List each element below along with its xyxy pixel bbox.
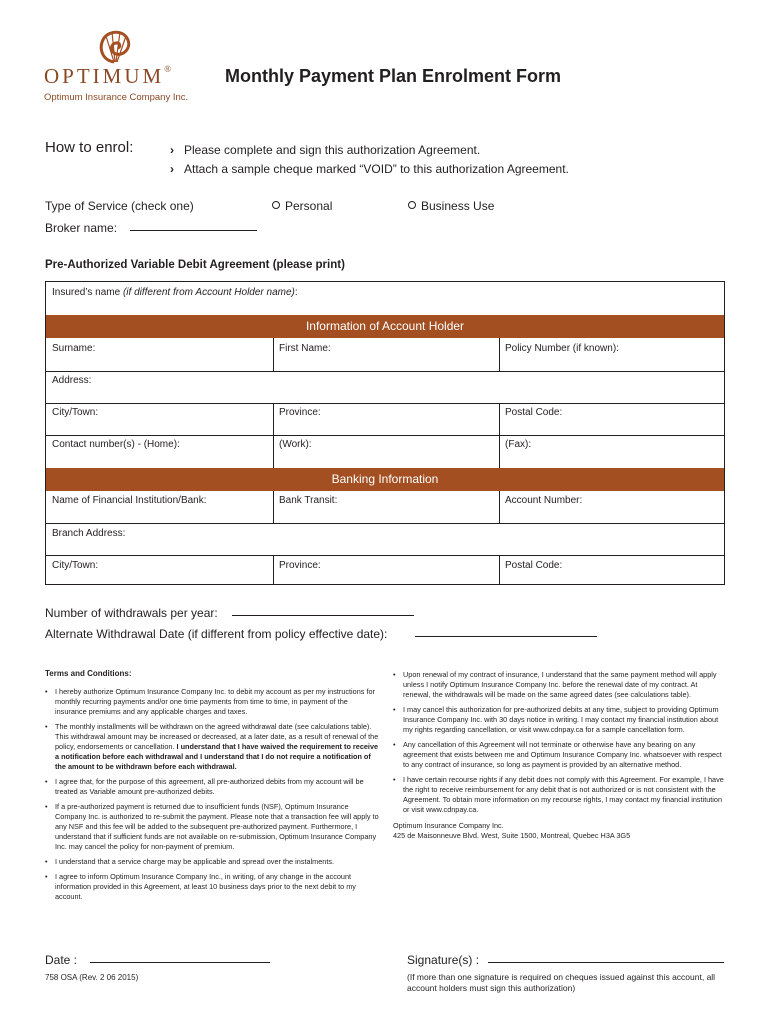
terms-item: • I hereby authorize Optimum Insurance Company Inc. to debit my account as per my instructions for monthly recurring payments and/or one time payments from time to time, in payment of the insurance premiums and any applicable charges and taxes. <box>45 687 380 717</box>
terms-item: • I have certain recourse rights if any debit does not comply with this Agreement. For example, I have the right to receive reimbursement for any debit that is not authorized or is not consistent with the Agreement. To obtain more information on my recourse rights, I may contact my financial institution or visit www.cdnpay.ca. <box>393 775 726 815</box>
withdrawals-per-year-label: Number of withdrawals per year: <box>45 606 218 620</box>
terms-item: • I agree that, for the purpose of this agreement, all pre-authorized debits from my account will be treated as Variable amount pre-authorized debits. <box>45 777 380 797</box>
signature-label: Signature(s) : <box>407 953 480 967</box>
enrol-step: › Attach a sample cheque marked “VOID” to this authorization Agreement. <box>170 160 569 179</box>
chevron-right-icon: › <box>170 143 174 157</box>
logo-company-name: Optimum Insurance Company Inc. <box>44 92 189 103</box>
chevron-right-icon: › <box>170 162 174 176</box>
account-form-table <box>45 281 725 585</box>
postal-code-field[interactable]: Postal Code: <box>505 407 563 418</box>
terms-item: • The monthly installments will be withdrawn on the agreed withdrawal date (see calculations table). This withdrawal amount may be increased or decreased, at a later date, as a result of renewal of the policy, endorsements or cancellation. I understand that I have waived the requirement to receive a notification before each withdrawal and I understand that I do not require a notification of the amount to be withdrawn before each withdrawal. <box>45 722 380 772</box>
signature-field[interactable] <box>488 962 724 963</box>
terms-item: • Any cancellation of this Agreement will not terminate or otherwise have any bearing on any agreement that exists between me and Optimum Insurance Company Inc. whatsoever with respect to any contract of insurance, so long as payment is provided by an alternative method. <box>393 740 726 770</box>
form-title: Monthly Payment Plan Enrolment Form <box>225 66 562 86</box>
company-name: Optimum Insurance Company Inc. <box>393 821 504 830</box>
terms-item: • I agree to inform Optimum Insurance Company Inc., in writing, of any change in the account information provided in this Agreement, at least 10 business days prior to the next debit to my account. <box>45 872 380 902</box>
signature-note: (If more than one signature is required on cheques issued against this account, all account holders must sign this authorization) <box>407 972 716 993</box>
first-name-field[interactable]: First Name: <box>279 343 331 354</box>
city-field[interactable]: City/Town: <box>52 407 99 418</box>
date-field[interactable] <box>90 962 270 963</box>
service-option-business[interactable]: Business Use <box>408 199 494 213</box>
terms-item: • Upon renewal of my contract of insurance, I understand that the same payment method will apply unless I notify Optimum Insurance Company Inc. before the renewal date of my contract. At renewal, the withdrawals will be made on the same agreed dates (see calculations table). <box>393 670 726 700</box>
contact-fax-field[interactable]: (Fax): <box>505 439 532 450</box>
branch-address-field[interactable]: Branch Address: <box>52 528 126 539</box>
enrol-steps <box>170 141 569 179</box>
bank-city-field[interactable]: City/Town: <box>52 560 99 571</box>
agreement-title: Pre-Authorized Variable Debit Agreement (please print) <box>45 259 345 271</box>
financial-institution-field[interactable]: Name of Financial Institution/Bank: <box>52 495 207 506</box>
terms-right-column <box>393 670 726 841</box>
enrol-step: › Please complete and sign this authorization Agreement. <box>170 141 569 160</box>
address-field[interactable]: Address: <box>52 375 92 386</box>
account-number-field[interactable]: Account Number: <box>505 495 583 506</box>
radio-circle-icon[interactable] <box>272 201 280 209</box>
alternate-date-label: Alternate Withdrawal Date (if different from policy effective date): <box>45 627 388 641</box>
contact-work-field[interactable]: (Work): <box>279 439 312 450</box>
bank-province-field[interactable]: Province: <box>279 560 321 571</box>
nautilus-shell-icon <box>94 28 134 64</box>
banking-info-band: Banking Information <box>46 468 724 491</box>
company-logo <box>44 28 194 108</box>
contact-home-field[interactable]: Contact number(s) - (Home): <box>52 439 180 450</box>
radio-circle-icon[interactable] <box>408 201 416 209</box>
alternate-date-field[interactable] <box>415 636 597 637</box>
logo-wordmark: OPTIMUM <box>44 64 165 88</box>
form-code: 758 OSA (Rev. 2 06 2015) <box>45 973 139 982</box>
account-holder-band: Information of Account Holder <box>46 315 724 338</box>
date-label: Date : <box>45 953 78 967</box>
service-option-personal[interactable]: Personal <box>272 199 332 213</box>
insured-name-field[interactable]: Insured’s name (if different from Account Holder name): <box>52 287 298 298</box>
province-field[interactable]: Province: <box>279 407 321 418</box>
withdrawals-per-year-field[interactable] <box>232 615 414 616</box>
terms-item: • I understand that a service charge may be applicable and spread over the instalments. <box>45 857 380 867</box>
company-address: 425 de Maisonneuve Blvd. West, Suite 1500, Montreal, Quebec H3A 3G5 <box>393 831 631 840</box>
broker-name-field[interactable] <box>130 230 257 231</box>
broker-name-label: Broker name: <box>45 221 118 235</box>
surname-field[interactable]: Surname: <box>52 343 96 354</box>
policy-number-field[interactable]: Policy Number (if known): <box>505 343 619 354</box>
bank-postal-code-field[interactable]: Postal Code: <box>505 560 563 571</box>
terms-title: Terms and Conditions: <box>45 669 132 678</box>
registered-mark: ® <box>164 64 175 74</box>
service-type-label: Type of Service (check one) <box>45 199 194 213</box>
terms-item: • If a pre-authorized payment is returned due to insufficient funds (NSF), Optimum Insurance Company Inc. is authorized to re-submit the payment. Please note that a transaction fee will apply to any NSF and this fee will be added to the subsequent pre-authorized payment. Furthermore, I understand that if sufficient funds are not available on re-submission, Optimum Insurance Company Inc. may cancel the policy for non-payment of premium. <box>45 802 380 852</box>
how-to-enrol-label: How to enrol: <box>45 139 134 156</box>
terms-item: • I may cancel this authorization for pre-authorized debits at any time, subject to providing Optimum Insurance Company Inc. with 30 days notice in writing. I may contact my financial institution about my rights regarding cancellation, or visit www.cdnpay.ca for a sample cancellation form. <box>393 705 726 735</box>
bank-transit-field[interactable]: Bank Transit: <box>279 495 338 506</box>
terms-left-column <box>45 669 380 907</box>
